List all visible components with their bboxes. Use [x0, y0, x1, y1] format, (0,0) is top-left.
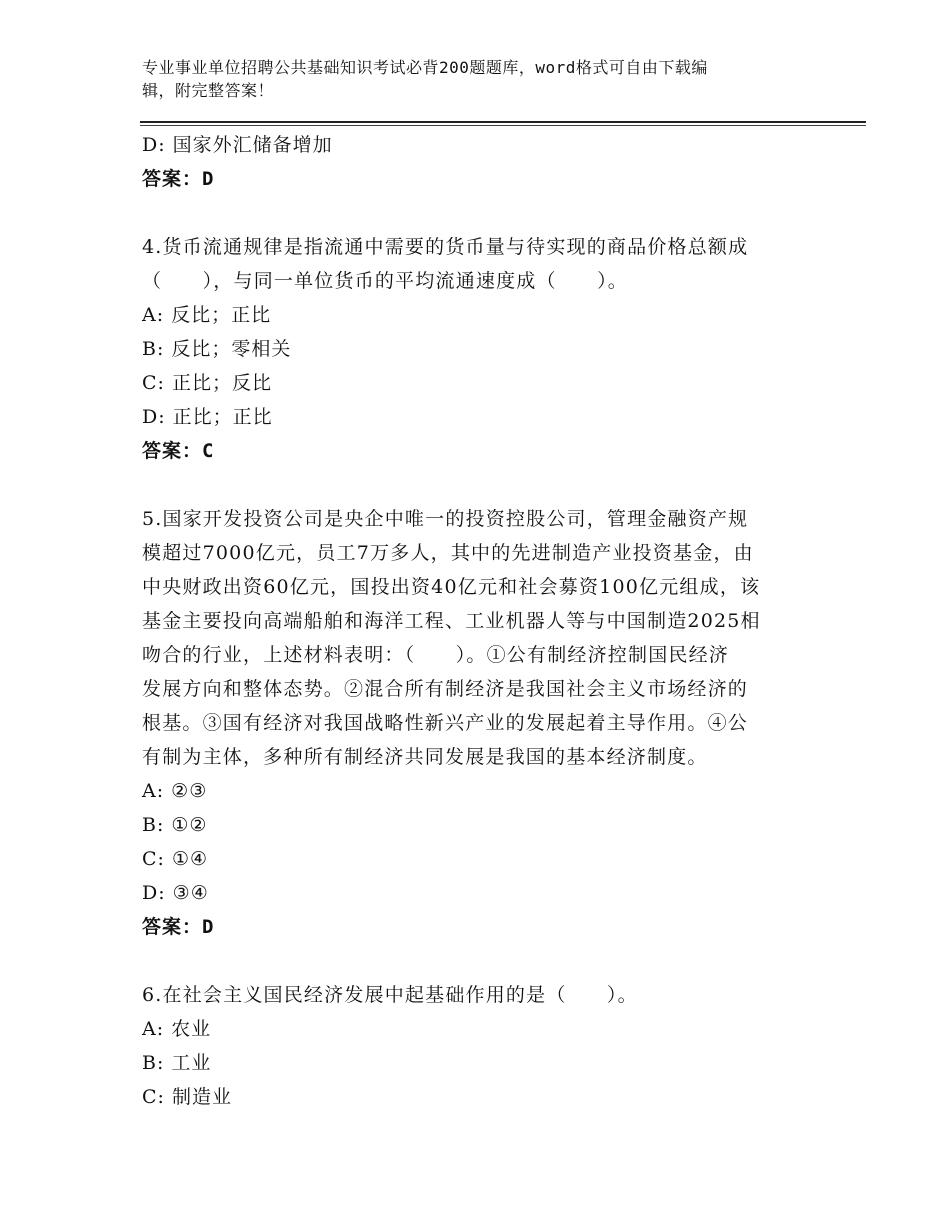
question-4-stem-line: 4.货币流通规律是指流通中需要的货币量与待实现的商品价格总额成 — [142, 236, 749, 258]
question-4-option-b: B: 反比；零相关 — [142, 338, 292, 360]
question-4-option-a: A: 反比；正比 — [142, 304, 272, 326]
question-5-stem-line: 基金主要投向高端船舶和海洋工程、工业机器人等与中国制造2025相 — [142, 610, 761, 632]
question-6-stem — [142, 978, 802, 1012]
header-line-2: 辑，附完整答案！ — [142, 81, 275, 100]
spacer — [142, 468, 802, 502]
question-5-stem-line: 根基。③国有经济对我国战略性新兴产业的发展起着主导作用。④公 — [142, 712, 749, 734]
prev-option-d: D: 国家外汇储备增加 — [142, 134, 333, 156]
question-5-stem-line: 5.国家开发投资公司是央企中唯一的投资控股公司，管理金融资产规 — [142, 508, 749, 530]
question-6-option-c: C: 制造业 — [142, 1086, 232, 1108]
spacer — [142, 944, 802, 978]
question-6-stem-line: 6.在社会主义国民经济发展中起基础作用的是（ ）。 — [142, 984, 638, 1006]
page-header — [142, 56, 792, 102]
question-4-option-c: C: 正比；反比 — [142, 372, 272, 394]
question-5-answer: 答案：D — [142, 916, 215, 938]
question-6-option-b: B: 工业 — [142, 1052, 212, 1074]
question-5-stem-line: 发展方向和整体态势。②混合所有制经济是我国社会主义市场经济的 — [142, 678, 749, 700]
question-content — [142, 128, 802, 1114]
question-4-stem — [142, 230, 802, 298]
question-4-option-d: D: 正比；正比 — [142, 406, 273, 428]
question-5-stem-line: 有制为主体，多种所有制经济共同发展是我国的基本经济制度。 — [142, 746, 708, 768]
question-4-answer: 答案：C — [142, 440, 215, 462]
question-5-stem-line: 模超过7000亿元，员工7万多人，其中的先进制造产业投资基金，由 — [142, 542, 754, 564]
question-5-stem — [142, 502, 802, 774]
question-4-stem-line: （ ），与同一单位货币的平均流通速度成（ ）。 — [142, 270, 629, 292]
question-6-option-a: A: 农业 — [142, 1018, 212, 1040]
question-5-option-b: B: ①② — [142, 814, 208, 836]
question-5-option-d: D: ③④ — [142, 882, 209, 904]
question-5-option-c: C: ①④ — [142, 848, 209, 870]
header-line-1: 专业事业单位招聘公共基础知识考试必背200题题库，word格式可自由下载编 — [142, 58, 708, 77]
header-divider-thin — [140, 125, 866, 126]
question-5-stem-line: 吻合的行业，上述材料表明：（ ）。①公有制经济控制国民经济 — [142, 644, 730, 666]
question-5-stem-line: 中央财政出资60亿元，国投出资40亿元和社会募资100亿元组成，该 — [142, 576, 761, 598]
prev-answer: 答案：D — [142, 168, 215, 190]
header-divider-thick — [140, 121, 866, 123]
question-5-option-a: A: ②③ — [142, 780, 208, 802]
spacer — [142, 196, 802, 230]
